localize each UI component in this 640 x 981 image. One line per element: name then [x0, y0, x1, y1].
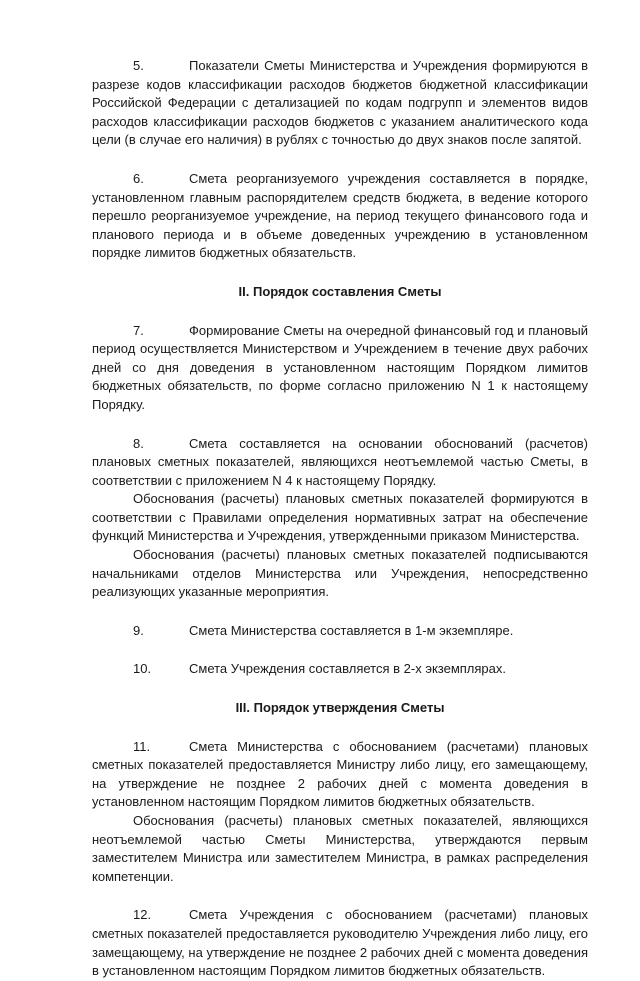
paragraph-8-sub-1: Обоснования (расчеты) плановых сметных показателей формируются в соответствии с Правилами определения нормативных затрат на обеспечение функций Министерства и Учреждения, утвержденными приказом Министерства.	[92, 491, 588, 544]
paragraph-number: 6.	[133, 170, 144, 186]
paragraph-text: Смета составляется на основании обоснований (расчетов) плановых сметных показателей, являющихся неотъемлемой частью Сметы, в соответствии с приложением N 4 к настоящему Порядку.	[92, 435, 588, 488]
section-heading-2: II. Порядок составления Сметы	[238, 283, 442, 299]
paragraph-9	[92, 622, 588, 641]
paragraph-7	[92, 322, 588, 415]
paragraph-number: 7.	[133, 322, 144, 338]
paragraph-text: Смета Учреждения с обоснованием (расчетами) плановых сметных показателей предоставляется руководителю Учреждения либо лицу, его замещающему, на утверждение не позднее 2 рабочих дней с момента доведения в установленном настоящим Порядком лимитов бюджетных обязательств.	[92, 907, 588, 979]
paragraph-8	[92, 435, 588, 491]
paragraph-11-sub-1: Обоснования (расчеты) плановых сметных показателей, являющихся неотъемлемой частью Сметы Министерства, утверждаются первым заместителем Министра или заместителем Министра, в рамках распределения компетенции.	[92, 813, 588, 884]
section-heading-3: III. Порядок утверждения Сметы	[235, 700, 445, 716]
paragraph-number: 12.	[133, 907, 152, 923]
paragraph-6	[92, 170, 588, 263]
paragraph-number: 11.	[133, 738, 151, 754]
paragraph-text: Смета Министерства составляется в 1-м экземпляре.	[189, 622, 514, 638]
paragraph-text: Смета Учреждения составляется в 2-х экземплярах.	[189, 661, 507, 677]
paragraph-number: 9.	[133, 622, 144, 638]
paragraph-text: Формирование Сметы на очередной финансовый год и плановый период осуществляется Министерством и Учреждением в течение двух рабочих дней со дня доведения в установленном настоящим Порядком лимитов бюджетных обязательств, по форме согласно приложению N 1 к настоящему Порядку.	[92, 322, 588, 412]
paragraph-text: Смета Министерства с обоснованием (расчетами) плановых сметных показателей предоставляется Министру либо лицу, его замещающему, на утверждение не позднее 2 рабочих дней с момента доведения в установленном настоящим Порядком лимитов бюджетных обязательств.	[92, 738, 588, 810]
paragraph-5	[92, 57, 588, 150]
paragraph-10	[92, 660, 588, 679]
paragraph-11	[92, 738, 588, 812]
paragraph-8-sub-2: Обоснования (расчеты) плановых сметных показателей подписываются начальниками отделов Министерства или Учреждения, непосредственно реализующих указанные мероприятия.	[92, 547, 588, 600]
paragraph-text: Смета реорганизуемого учреждения составляется в порядке, установленном главным распорядителем средств бюджета, в ведение которого перешло реорганизуемое учреждение, на период текущего финансового года и планового периода и в объеме доведенных учреждению в установленном порядке лимитов бюджетных обязательств.	[92, 170, 588, 261]
paragraph-number: 5.	[133, 58, 144, 73]
paragraph-12	[92, 906, 588, 980]
paragraph-number: 10.	[133, 661, 152, 677]
paragraph-text: Показатели Сметы Министерства и Учреждения формируются в разрезе кодов классификации расходов бюджетов бюджетной классификации Российской Федерации с детализацией по кодам подгрупп и элементов видов расходов классификации расходов бюджетов с указанием аналитического кода цели (в случае его наличия) в рублях с точностью до двух знаков после запятой.	[92, 58, 588, 148]
paragraph-number: 8.	[133, 435, 144, 451]
